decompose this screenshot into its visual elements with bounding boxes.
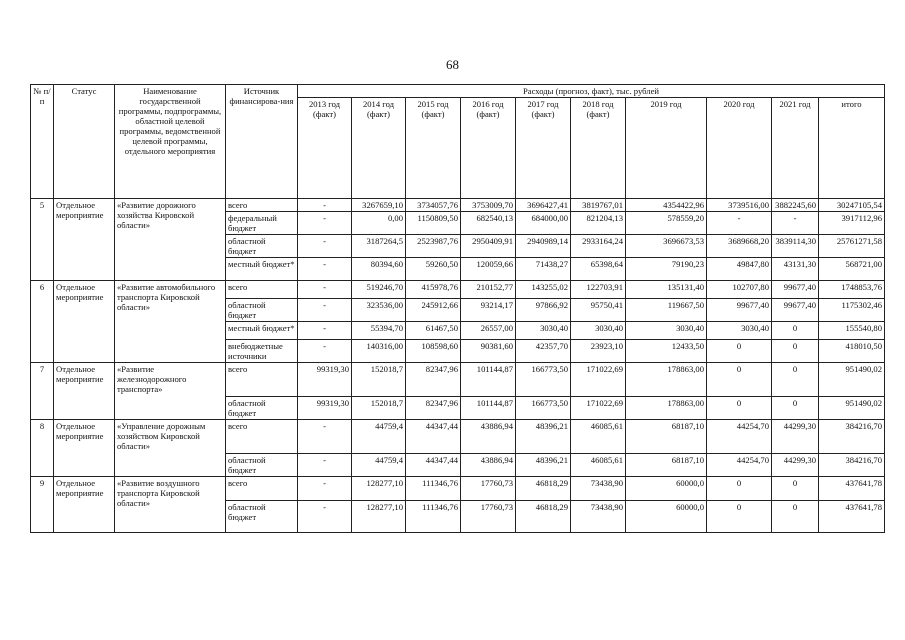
cell-value: 3734057,76 [406,199,461,212]
cell-value: 0 [772,322,819,340]
cell-value: 0 [707,363,772,397]
cell-value: 55394,70 [352,322,406,340]
cell-value: 171022,69 [571,397,626,420]
row-program-name: «Развитие дорожного хозяйства Кировской области» [115,199,226,281]
cell-value: - [298,299,352,322]
cell-value: 46818,29 [516,477,571,501]
cell-value: 61467,50 [406,322,461,340]
header-year: 2015 год (факт) [406,98,461,199]
row-funding-source: областной бюджет [226,235,298,258]
cell-value: 43886,94 [461,454,516,477]
cell-value: 79190,23 [626,258,707,281]
cell-value: - [298,212,352,235]
row-funding-source: внебюджетные источники [226,340,298,363]
header-source: Источник финансирова-ния [226,85,298,199]
cell-value: 111346,76 [406,477,461,501]
cell-value: - [298,454,352,477]
header-year: 2020 год [707,98,772,199]
row-funding-source: областной бюджет [226,501,298,533]
header-name: Наименование государственной программы, подпрограммы, областной целевой программы, ведомственной целевой программы, отдельного мероприятия [115,85,226,199]
cell-value: - [298,199,352,212]
cell-value: 0 [772,477,819,501]
cell-value: 152018,7 [352,397,406,420]
cell-total: 568721,00 [819,258,885,281]
cell-value: 111346,76 [406,501,461,533]
header-status: Статус [54,85,115,199]
row-program-name: «Развитие железнодорожного транспорта» [115,363,226,420]
cell-value: 101144,87 [461,363,516,397]
cell-value: - [298,258,352,281]
cell-value: 43131,30 [772,258,819,281]
cell-value: 2523987,76 [406,235,461,258]
cell-value: 43886,94 [461,420,516,454]
row-number: 7 [31,363,54,420]
cell-total: 951490,02 [819,397,885,420]
header-year: итого [819,98,885,199]
row-program-name: «Управление дорожным хозяйством Кировской области» [115,420,226,477]
cell-value: 519246,70 [352,281,406,299]
cell-total: 25761271,58 [819,235,885,258]
cell-value: 23923,10 [571,340,626,363]
cell-value: - [298,340,352,363]
cell-value: 0 [772,363,819,397]
cell-value: 26557,00 [461,322,516,340]
cell-value: 2950409,91 [461,235,516,258]
cell-value: 59260,50 [406,258,461,281]
cell-value: 71438,27 [516,258,571,281]
cell-value: 44347,44 [406,454,461,477]
cell-value: 0 [772,397,819,420]
cell-value: 1150809,50 [406,212,461,235]
budget-table-container [30,84,885,533]
cell-total: 1748853,76 [819,281,885,299]
cell-total: 437641,78 [819,501,885,533]
cell-value: 44299,30 [772,454,819,477]
cell-value: 3030,40 [626,322,707,340]
cell-total: 437641,78 [819,477,885,501]
cell-total: 3917112,96 [819,212,885,235]
cell-value: 68187,10 [626,454,707,477]
cell-value: 44759,4 [352,454,406,477]
cell-value: 415978,76 [406,281,461,299]
table-row [31,199,885,212]
cell-value: - [298,322,352,340]
cell-value: 99677,40 [707,299,772,322]
table-row [31,420,885,454]
cell-value: 3696673,53 [626,235,707,258]
cell-value: 3030,40 [571,322,626,340]
cell-value: 99677,40 [772,281,819,299]
cell-value: 90381,60 [461,340,516,363]
row-funding-source: местный бюджет* [226,322,298,340]
header-year: 2018 год (факт) [571,98,626,199]
cell-value: 0 [707,340,772,363]
row-status: Отдельное мероприятие [54,363,115,420]
header-no: № п/п [31,85,54,199]
cell-value: 3030,40 [707,322,772,340]
cell-value: 682540,13 [461,212,516,235]
cell-value: 143255,02 [516,281,571,299]
cell-value: 3696427,41 [516,199,571,212]
row-number: 6 [31,281,54,363]
cell-value: 122703,91 [571,281,626,299]
cell-value: 49847,80 [707,258,772,281]
header-year: 2019 год [626,98,707,199]
row-funding-source: областной бюджет [226,397,298,420]
cell-value: 0 [772,340,819,363]
cell-value: 60000,0 [626,477,707,501]
row-status: Отдельное мероприятие [54,199,115,281]
cell-value: 0 [707,501,772,533]
cell-total: 30247105,54 [819,199,885,212]
budget-table [30,84,885,533]
cell-total: 951490,02 [819,363,885,397]
cell-value: 17760,73 [461,477,516,501]
cell-value: 166773,50 [516,397,571,420]
cell-value: - [298,420,352,454]
cell-value: 46818,29 [516,501,571,533]
row-status: Отдельное мероприятие [54,477,115,533]
header-year: 2013 год (факт) [298,98,352,199]
cell-value: 3882245,60 [772,199,819,212]
row-funding-source: федеральный бюджет [226,212,298,235]
cell-value: 152018,7 [352,363,406,397]
cell-value: 93214,17 [461,299,516,322]
cell-value: 821204,13 [571,212,626,235]
cell-value: 0,00 [352,212,406,235]
header-year: 2021 год [772,98,819,199]
cell-value: 95750,41 [571,299,626,322]
cell-value: 0 [707,477,772,501]
cell-value: 80394,60 [352,258,406,281]
cell-value: 3030,40 [516,322,571,340]
cell-value: 128277,10 [352,477,406,501]
cell-total: 384216,70 [819,420,885,454]
row-funding-source: всего [226,199,298,212]
cell-value: 323536,00 [352,299,406,322]
cell-value: 73438,90 [571,477,626,501]
cell-value: 44254,70 [707,420,772,454]
cell-value: 68187,10 [626,420,707,454]
cell-value: 684000,00 [516,212,571,235]
cell-value: 65398,64 [571,258,626,281]
cell-value: 46085,61 [571,420,626,454]
cell-value: 48396,21 [516,420,571,454]
row-number: 9 [31,477,54,533]
cell-value: 82347,96 [406,363,461,397]
cell-value: 2940989,14 [516,235,571,258]
header-year: 2016 год (факт) [461,98,516,199]
cell-value: 3187264,5 [352,235,406,258]
cell-total: 418010,50 [819,340,885,363]
header-expenses: Расходы (прогноз, факт), тыс. рублей [298,85,885,98]
cell-total: 155540,80 [819,322,885,340]
cell-value: 102707,80 [707,281,772,299]
cell-value: 3689668,20 [707,235,772,258]
cell-value: 3267659,10 [352,199,406,212]
cell-value: 44299,30 [772,420,819,454]
row-number: 8 [31,420,54,477]
cell-value: 73438,90 [571,501,626,533]
cell-value: 82347,96 [406,397,461,420]
cell-value: 3839114,30 [772,235,819,258]
cell-value: 99319,30 [298,397,352,420]
cell-value: 44347,44 [406,420,461,454]
cell-value: 99677,40 [772,299,819,322]
cell-value: - [298,235,352,258]
cell-value: 135131,40 [626,281,707,299]
row-program-name: «Развитие воздушного транспорта Кировской области» [115,477,226,533]
cell-value: 578559,20 [626,212,707,235]
cell-value: 120059,66 [461,258,516,281]
cell-value: - [298,477,352,501]
table-row [31,477,885,501]
header-year: 2014 год (факт) [352,98,406,199]
cell-value: 17760,73 [461,501,516,533]
cell-total: 384216,70 [819,454,885,477]
cell-value: 44759,4 [352,420,406,454]
cell-total: 1175302,46 [819,299,885,322]
table-row [31,363,885,397]
cell-value: 3753009,70 [461,199,516,212]
cell-value: 0 [707,397,772,420]
cell-value: 4354422,96 [626,199,707,212]
cell-value: 42357,70 [516,340,571,363]
row-funding-source: всего [226,477,298,501]
cell-value: 128277,10 [352,501,406,533]
cell-value: 101144,87 [461,397,516,420]
row-number: 5 [31,199,54,281]
cell-value: - [772,212,819,235]
cell-value: 166773,50 [516,363,571,397]
page-number: 68 [446,57,459,72]
row-status: Отдельное мероприятие [54,281,115,363]
cell-value: 3739516,00 [707,199,772,212]
cell-value: 0 [772,501,819,533]
header-year: 2017 год (факт) [516,98,571,199]
cell-value: 97866,92 [516,299,571,322]
cell-value: 3819767,01 [571,199,626,212]
row-funding-source: всего [226,363,298,397]
cell-value: 178863,00 [626,363,707,397]
cell-value: - [298,501,352,533]
cell-value: 210152,77 [461,281,516,299]
cell-value: 2933164,24 [571,235,626,258]
row-funding-source: областной бюджет [226,454,298,477]
cell-value: 48396,21 [516,454,571,477]
row-funding-source: всего [226,420,298,454]
cell-value: 46085,61 [571,454,626,477]
row-program-name: «Развитие автомобильного транспорта Кировской области» [115,281,226,363]
cell-value: 140316,00 [352,340,406,363]
row-funding-source: местный бюджет* [226,258,298,281]
cell-value: 245912,66 [406,299,461,322]
cell-value: - [298,281,352,299]
cell-value: 171022,69 [571,363,626,397]
cell-value: 99319,30 [298,363,352,397]
cell-value: 108598,60 [406,340,461,363]
cell-value: 119667,50 [626,299,707,322]
cell-value: 12433,50 [626,340,707,363]
cell-value: 178863,00 [626,397,707,420]
table-row [31,281,885,299]
row-status: Отдельное мероприятие [54,420,115,477]
cell-value: 44254,70 [707,454,772,477]
cell-value: - [707,212,772,235]
row-funding-source: областной бюджет [226,299,298,322]
row-funding-source: всего [226,281,298,299]
cell-value: 60000,0 [626,501,707,533]
